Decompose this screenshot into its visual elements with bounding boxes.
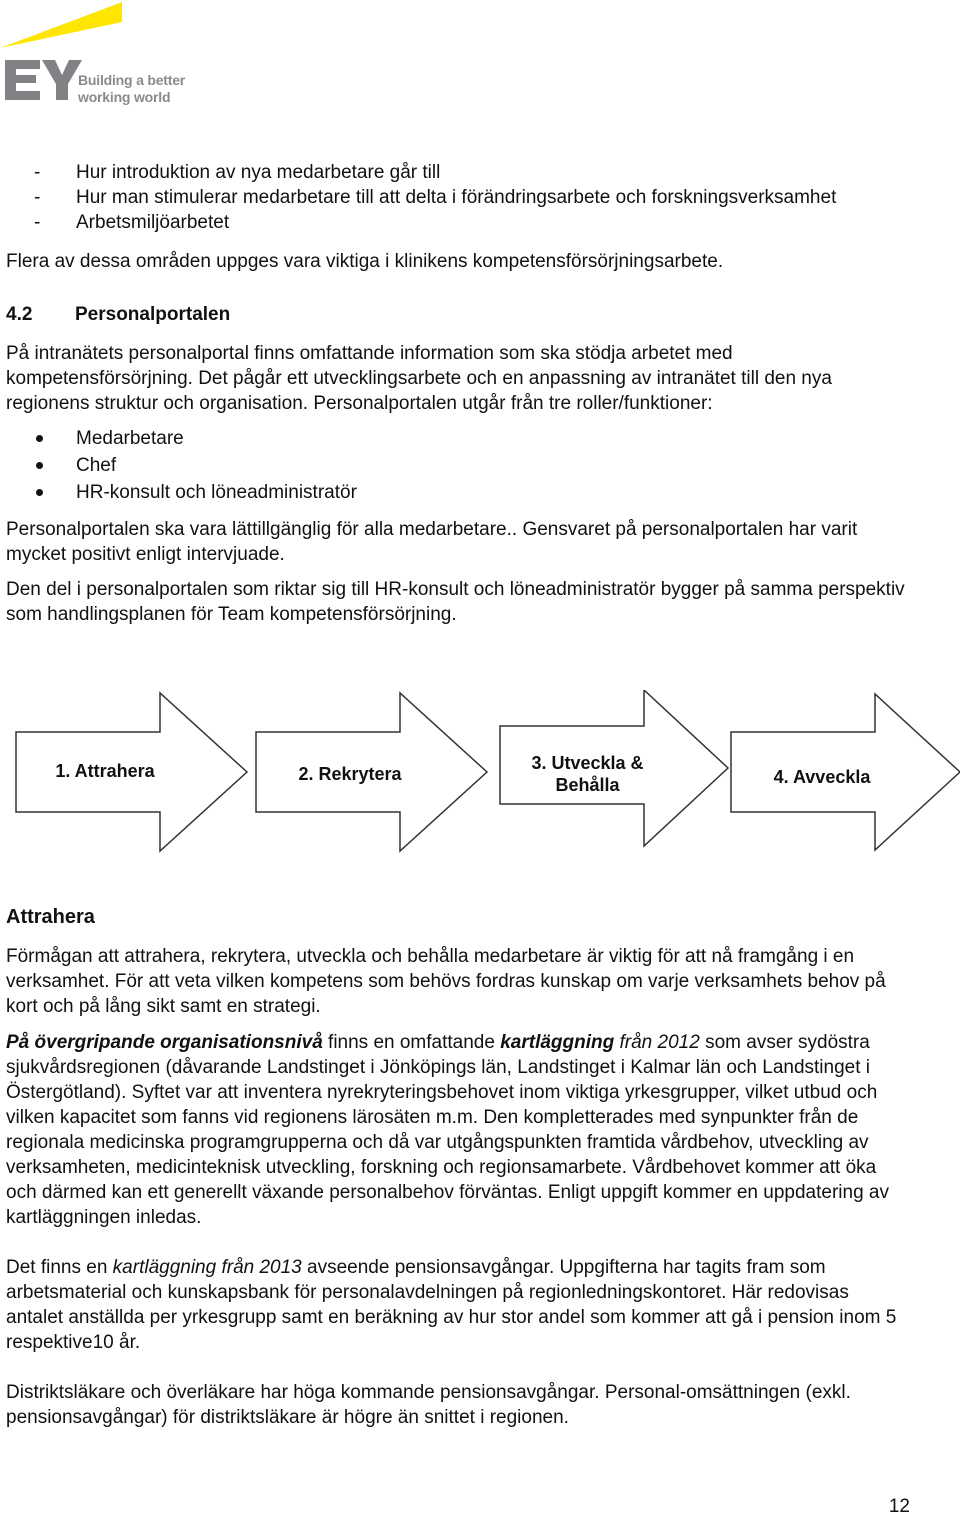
step-label-4: 4. Avveckla <box>773 767 871 787</box>
attrahera-paragraph-2: På övergripande organisationsnivå finns en omfattande kartläggning från 2012 som avser sydöstra sjukvårdsregionen (dåvarande Landstinget i Jönköpings län, Landstinget i Kalmar län och Landstinget i Östergötland). Syftet var att inventera nyrekryteringsbehovet inom viktiga yrkesgrupper, vilket utbud och vilken kapacitet som fanns vid regionens lärosäten m.m. Den kompletterades med synpunkter från de regionala medicinska programgrupperna och då var utgångspunkten framtida vårdbehov, utveckling av verksamheten, medicinteknisk utveckling, forskning och regionsamarbete. Vårdbehovet kommer att öka och därmed kan ett generellt växande personalbehov förväntas. Enligt uppgift kommer en uppdatering av kartläggningen inledas. <box>6 1032 889 1228</box>
roles-list <box>6 425 906 506</box>
logo-letter-y <box>42 60 82 100</box>
section-heading <box>6 302 906 328</box>
main-content <box>6 160 906 627</box>
bullet-icon <box>36 435 43 442</box>
list-item: - Arbetsmiljöarbetet <box>34 212 230 233</box>
section-paragraph-1: På intranätets personalportal finns omfattande information som ska stödja arbetet med kompetensförsörjning. Det pågår ett utvecklingsarbete och en anpassning av intranätet till den nya regionens struktur och organisation. Personalportalen utgår från tre roller/funktioner: <box>6 343 832 414</box>
ey-logo <box>0 0 200 110</box>
logo-yellow-beam <box>0 2 122 48</box>
step-label-3: 3. Utveckla & Behålla <box>531 753 644 795</box>
section-paragraph-3: Den del i personalportalen som riktar sig till HR-konsult och löneadministratör bygger på samma perspektiv som handlingsplanen för Team kompetensförsörjning. <box>6 579 905 625</box>
bullet-icon <box>36 462 43 469</box>
list-item: - Hur man stimulerar medarbetare till att delta i förändringsarbete och forskningsverksamhet <box>34 187 837 208</box>
process-diagram <box>0 690 960 860</box>
step-label-1: 1. Attrahera <box>55 761 155 781</box>
attrahera-paragraph-1: Förmågan att attrahera, rekrytera, utveckla och behålla medarbetare är viktig för att nå framgång i en verksamhet. För att veta vilken kompetens som behövs fordras kunskap om varje verksamhets behov på kort och på lång sikt samt en strategi. <box>6 946 886 1017</box>
list-item: - Hur introduktion av nya medarbetare går till <box>34 162 441 183</box>
list-item: Chef <box>6 452 906 479</box>
attrahera-paragraph-4: Distriktsläkare och överläkare har höga kommande pensionsavgångar. Personal-omsättningen (exkl. pensionsavgångar) för distriktsläkare är högre än snittet i regionen. <box>6 1382 851 1428</box>
attrahera-title: Attrahera <box>6 906 95 928</box>
logo-letter-e <box>5 60 40 100</box>
step-label-2: 2. Rekrytera <box>298 764 402 784</box>
list-item: HR-konsult och löneadministratör <box>6 479 906 506</box>
page-number: 12 <box>888 1496 910 1517</box>
section-title: Personalportalen <box>75 304 231 325</box>
logo-tagline <box>78 72 185 106</box>
list-item: Medarbetare <box>6 425 906 452</box>
bullet-icon <box>36 489 43 496</box>
section-paragraph-2: Personalportalen ska vara lättillgänglig för alla medarbetare.. Gensvaret på personalportalen har varit mycket positivt enligt intervjuade. <box>6 519 858 565</box>
intro-dash-list <box>6 160 906 235</box>
intro-summary: Flera av dessa områden uppges vara viktiga i klinikens kompetensförsörjningsarbete. <box>6 251 724 272</box>
tagline-line-1: Building a better <box>78 72 186 88</box>
attrahera-paragraph-3: Det finns en kartläggning från 2013 avseende pensionsavgångar. Uppgifterna har tagits fram som arbetsmaterial och kunskapsbank för personalavdelningen på regionledningskontoret. Här redovisas antalet anställda per yrkesgrupp samt en beräkning av hur stor andel som kommer att gå i pension inom 5 respektive10 år. <box>6 1257 897 1353</box>
section-number: 4.2 <box>6 304 33 325</box>
tagline-line-2: working world <box>78 89 171 105</box>
attrahera-section <box>6 905 906 1430</box>
